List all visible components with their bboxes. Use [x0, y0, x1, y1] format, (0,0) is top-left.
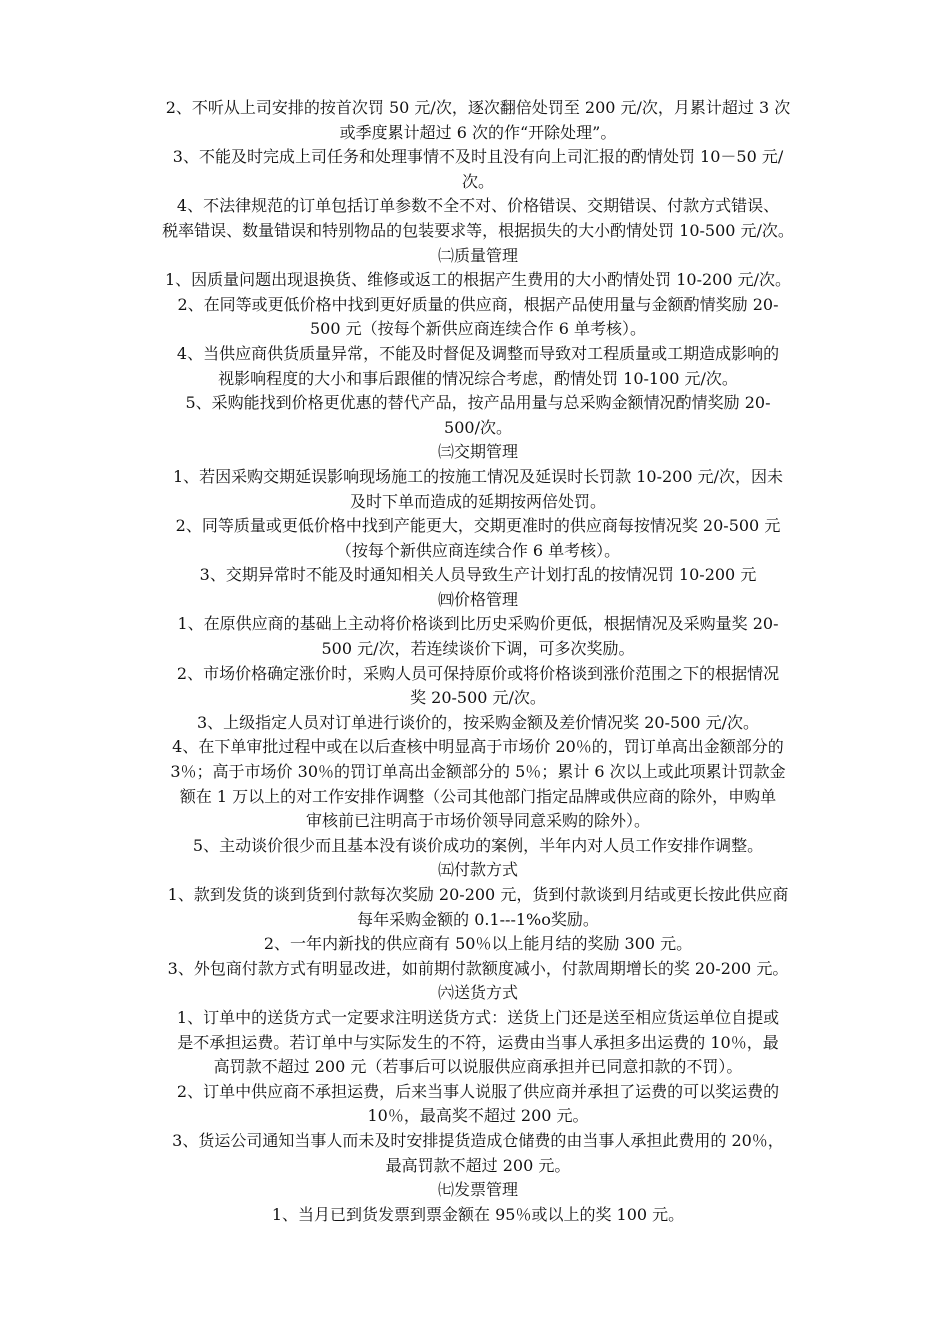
text-line: 是不承担运费。若订单中与实际发生的不符，运费由当事人承担多出运费的 10％，最 — [177, 1032, 779, 1052]
text-line: 10％，最高奖不超过 200 元。 — [367, 1106, 589, 1126]
text-line: （按每个新供应商连续合作 6 单考核）。 — [335, 540, 621, 560]
text-line: ㈣价格管理 — [437, 589, 518, 609]
section-heading — [110, 858, 846, 883]
paragraph — [110, 563, 846, 588]
text-line: 4、在下单审批过程中或在以后查核中明显高于市场价 20％的，罚订单高出金额部分的 — [172, 737, 784, 757]
text-line: 1、订单中的送货方式一定要求注明送货方式：送货上门还是送至相应货运单位自提或 — [176, 1007, 780, 1027]
text-line: 2、在同等或更低价格中找到更好质量的供应商，根据产品使用量与金额酌情奖励 20- — [177, 294, 779, 314]
text-line: 3％；高于市场价 30％的罚订单高出金额部分的 5％；累计 6 次以上或此项累计罚款金 — [170, 762, 786, 782]
text-line: 2、不听从上司安排的按首次罚 50 元/次，逐次翻倍处罚至 200 元/次，月累计超过 3 次 — [165, 98, 791, 117]
text-line: ㈦发票管理 — [437, 1180, 518, 1200]
text-line: 1、若因采购交期延误影响现场施工的按施工情况及延误时长罚款 10-200 元/次，因未 — [172, 466, 784, 486]
text-line: 1、当月已到货发票到票金额在 95％或以上的奖 100 元。 — [271, 1204, 685, 1224]
text-line: 1、在原供应商的基础上主动将价格谈到比历史采购价更低，根据情况及采购量奖 20- — [177, 614, 779, 634]
text-line: 税率错误、数量错误和特别物品的包装要求等，根据损失的大小酌情处罚 10-500 元/次。 — [162, 220, 794, 240]
text-line: 500 元/次，若连续谈价下调，可多次奖励。 — [321, 639, 635, 659]
text-line: 高罚款不超过 200 元（若事后可以说服供应商承担并已同意扣款的不罚）。 — [213, 1057, 743, 1077]
paragraph — [110, 465, 846, 514]
text-line: 或季度累计超过 6 次的作“开除处理”。 — [339, 122, 617, 142]
text-line: 及时下单而造成的延期按两倍处罚。 — [349, 491, 606, 511]
paragraph — [110, 711, 846, 736]
paragraph — [110, 293, 846, 342]
text-line: 2、订单中供应商不承担运费，后来当事人说服了供应商并承担了运费的可以奖运费的 — [176, 1081, 780, 1101]
section-heading — [110, 588, 846, 613]
document-page — [110, 96, 846, 1227]
text-line: ㈡质量管理 — [437, 245, 518, 265]
text-line: 次。 — [461, 171, 494, 191]
text-line: 最高罚款不超过 200 元。 — [385, 1155, 571, 1175]
text-line: 3、不能及时完成上司任务和处理事情不及时且没有向上司汇报的酌情处罚 10－50 元/ — [172, 147, 784, 167]
text-line: ㈥送货方式 — [437, 983, 518, 1003]
text-line: 审核前已注明高于市场价领导同意采购的除外）。 — [305, 811, 650, 831]
paragraph — [110, 932, 846, 957]
text-line: 每年采购金额的 0.1---1%o奖励。 — [357, 909, 599, 929]
text-line: 3、外包商付款方式有明显改进，如前期付款额度减小，付款周期增长的奖 20-200 元。 — [167, 958, 789, 978]
text-line: 2、市场价格确定涨价时，采购人员可保持原价或将价格谈到涨价范围之下的根据情况 — [176, 663, 780, 683]
text-line: 3、上级指定人员对订单进行谈价的，按采购金额及差价情况奖 20-500 元/次。 — [196, 712, 760, 732]
text-line: 2、一年内新找的供应商有 50％以上能月结的奖励 300 元。 — [263, 934, 693, 954]
text-line: ㈤付款方式 — [437, 860, 518, 880]
text-line: 500/次。 — [444, 417, 512, 437]
section-heading — [110, 1178, 846, 1203]
section-heading — [110, 440, 846, 465]
paragraph — [110, 834, 846, 859]
paragraph — [110, 957, 846, 982]
text-line: 3、交期异常时不能及时通知相关人员导致生产计划打乱的按情况罚 10-200 元 — [199, 565, 757, 585]
text-line: ㈢交期管理 — [437, 442, 518, 462]
paragraph — [110, 145, 846, 194]
text-line: 5、主动谈价很少而且基本没有谈价成功的案例，半年内对人员工作安排作调整。 — [192, 835, 764, 855]
section-heading — [110, 981, 846, 1006]
text-line: 2、同等质量或更低价格中找到产能更大，交期更准时的供应商每按情况奖 20-500 元 — [175, 516, 781, 536]
paragraph — [110, 391, 846, 440]
paragraph — [110, 1203, 846, 1228]
text-line: 4、当供应商供货质量异常，不能及时督促及调整而导致对工程质量或工期造成影响的 — [176, 343, 780, 363]
text-line: 4、不法律规范的订单包括订单参数不全不对、价格错误、交期错误、付款方式错误、 — [176, 196, 780, 216]
text-line: 5、采购能找到价格更优惠的替代产品，按产品用量与总采购金额情况酌情奖励 20- — [185, 393, 771, 413]
section-heading — [110, 244, 846, 269]
paragraph — [110, 883, 846, 932]
paragraph — [110, 268, 846, 293]
paragraph — [110, 1006, 846, 1080]
paragraph — [110, 514, 846, 563]
paragraph — [110, 96, 846, 145]
paragraph — [110, 612, 846, 661]
paragraph — [110, 342, 846, 391]
paragraph — [110, 1129, 846, 1178]
text-line: 1、款到发货的谈到货到付款每次奖励 20-200 元，货到付款谈到月结或更长按此供应商 — [167, 885, 789, 904]
paragraph — [110, 1080, 846, 1129]
text-line: 额在 1 万以上的对工作安排作调整（公司其他部门指定品牌或供应商的除外，申购单 — [179, 786, 777, 806]
paragraph — [110, 662, 846, 711]
text-line: 视影响程度的大小和事后跟催的情况综合考虑，酌情处罚 10-100 元/次。 — [218, 368, 738, 388]
paragraph — [110, 735, 846, 833]
text-line: 3、货运公司通知当事人而未及时安排提货造成仓储费的由当事人承担此费用的 20％， — [172, 1130, 784, 1150]
text-line: 500 元（按每个新供应商连续合作 6 单考核）。 — [310, 319, 646, 339]
text-line: 奖 20-500 元/次。 — [410, 688, 546, 708]
paragraph — [110, 194, 846, 243]
text-line: 1、因质量问题出现退换货、维修或返工的根据产生费用的大小酌情处罚 10-200 元/次。 — [164, 270, 792, 290]
